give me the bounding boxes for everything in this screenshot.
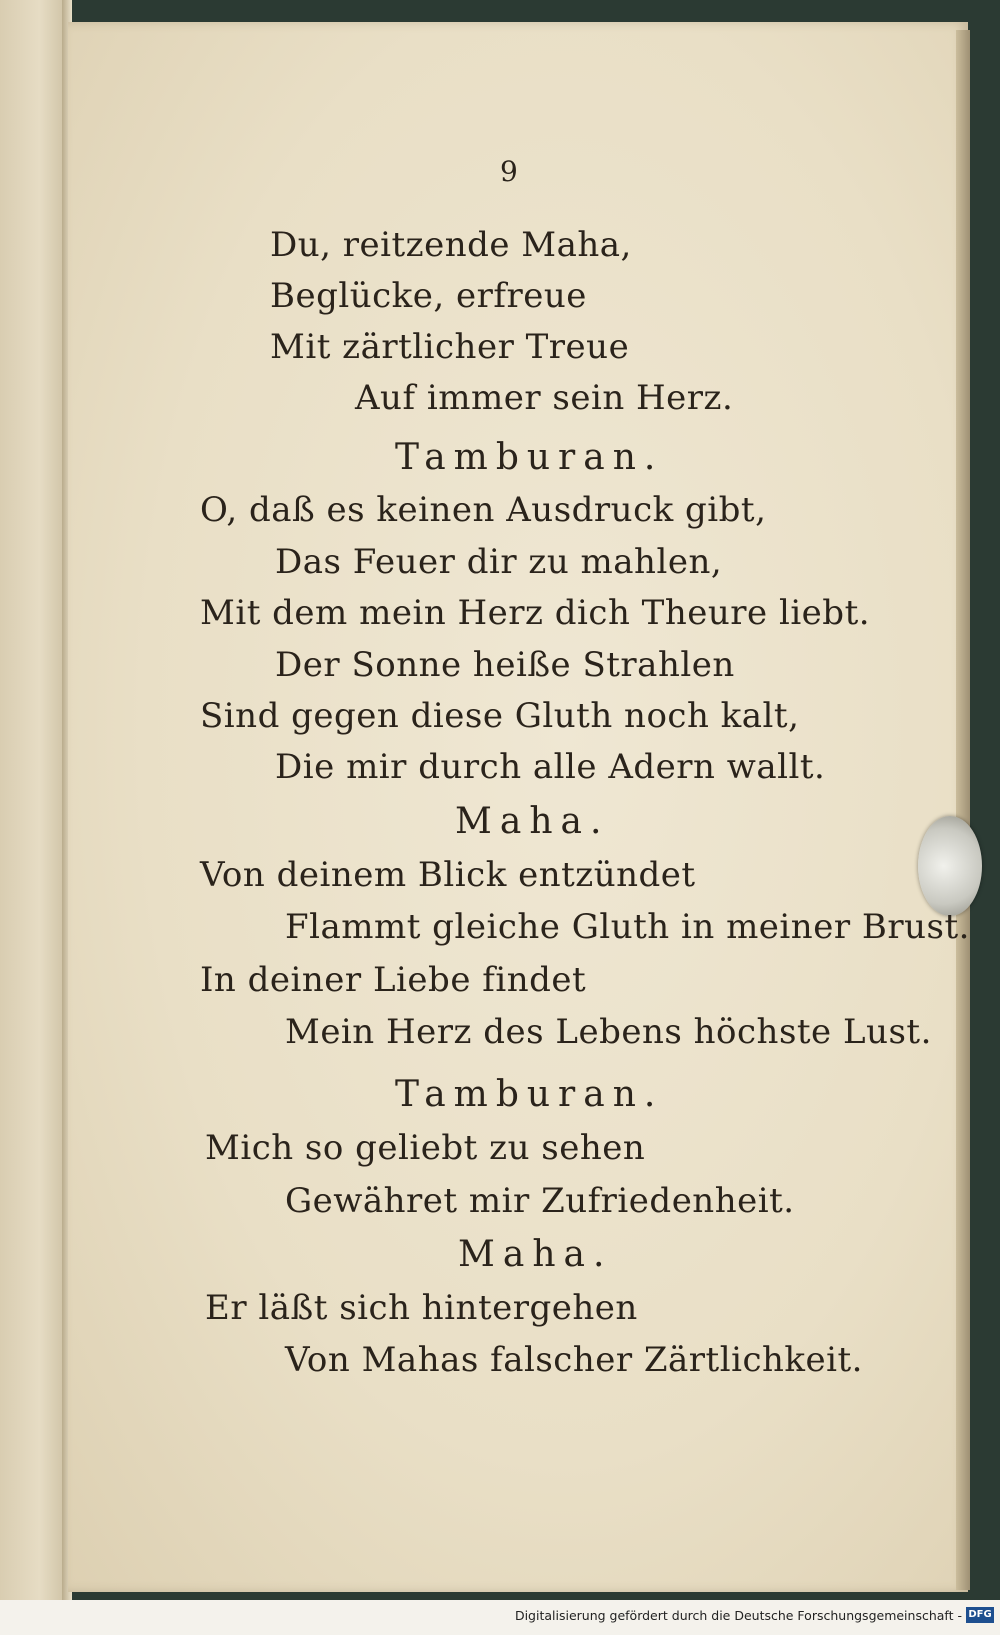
verse-line: Beglücke, erfreue [270,276,587,316]
verse-line: Auf immer sein Herz. [355,378,734,418]
verse-line: Mich so geliebt zu sehen [205,1128,646,1168]
speaker-heading: Tamburan. [395,437,664,478]
verse-line: Mein Herz des Lebens höchste Lust. [285,1012,932,1052]
speaker-heading: Tamburan. [395,1074,664,1115]
verse-line: Flammt gleiche Gluth in meiner Brust. [285,907,970,947]
verse-line: Der Sonne heiße Strahlen [275,645,735,685]
funding-credit: Digitalisierung gefördert durch die Deutsche Forschungsgemeinschaft - [514,1608,962,1623]
page-number: 9 [500,155,519,188]
speaker-heading: Maha. [455,801,610,842]
verse-line: Von deinem Blick entzündet [200,855,696,895]
verse-line: Das Feuer dir zu mahlen, [275,542,723,582]
speaker-heading: Maha. [458,1234,613,1275]
footer-bar [0,1600,1000,1635]
dfg-logo: DFG [966,1607,994,1623]
verse-line: Du, reitzende Maha, [270,225,632,265]
verse-line: Von Mahas falscher Zärtlichkeit. [285,1340,863,1380]
verse-line: Sind gegen diese Gluth noch kalt, [200,696,800,736]
verse-line: Mit dem mein Herz dich Theure liebt. [200,593,871,633]
verse-line: Die mir durch alle Adern wallt. [275,747,826,787]
verse-line: Gewähret mir Zufriedenheit. [285,1181,795,1221]
verse-line: O, daß es keinen Ausdruck gibt, [200,490,767,530]
verse-line: In deiner Liebe findet [200,960,587,1000]
verse-line: Mit zärtlicher Treue [270,327,630,367]
verse-line: Er läßt sich hintergehen [205,1288,638,1328]
